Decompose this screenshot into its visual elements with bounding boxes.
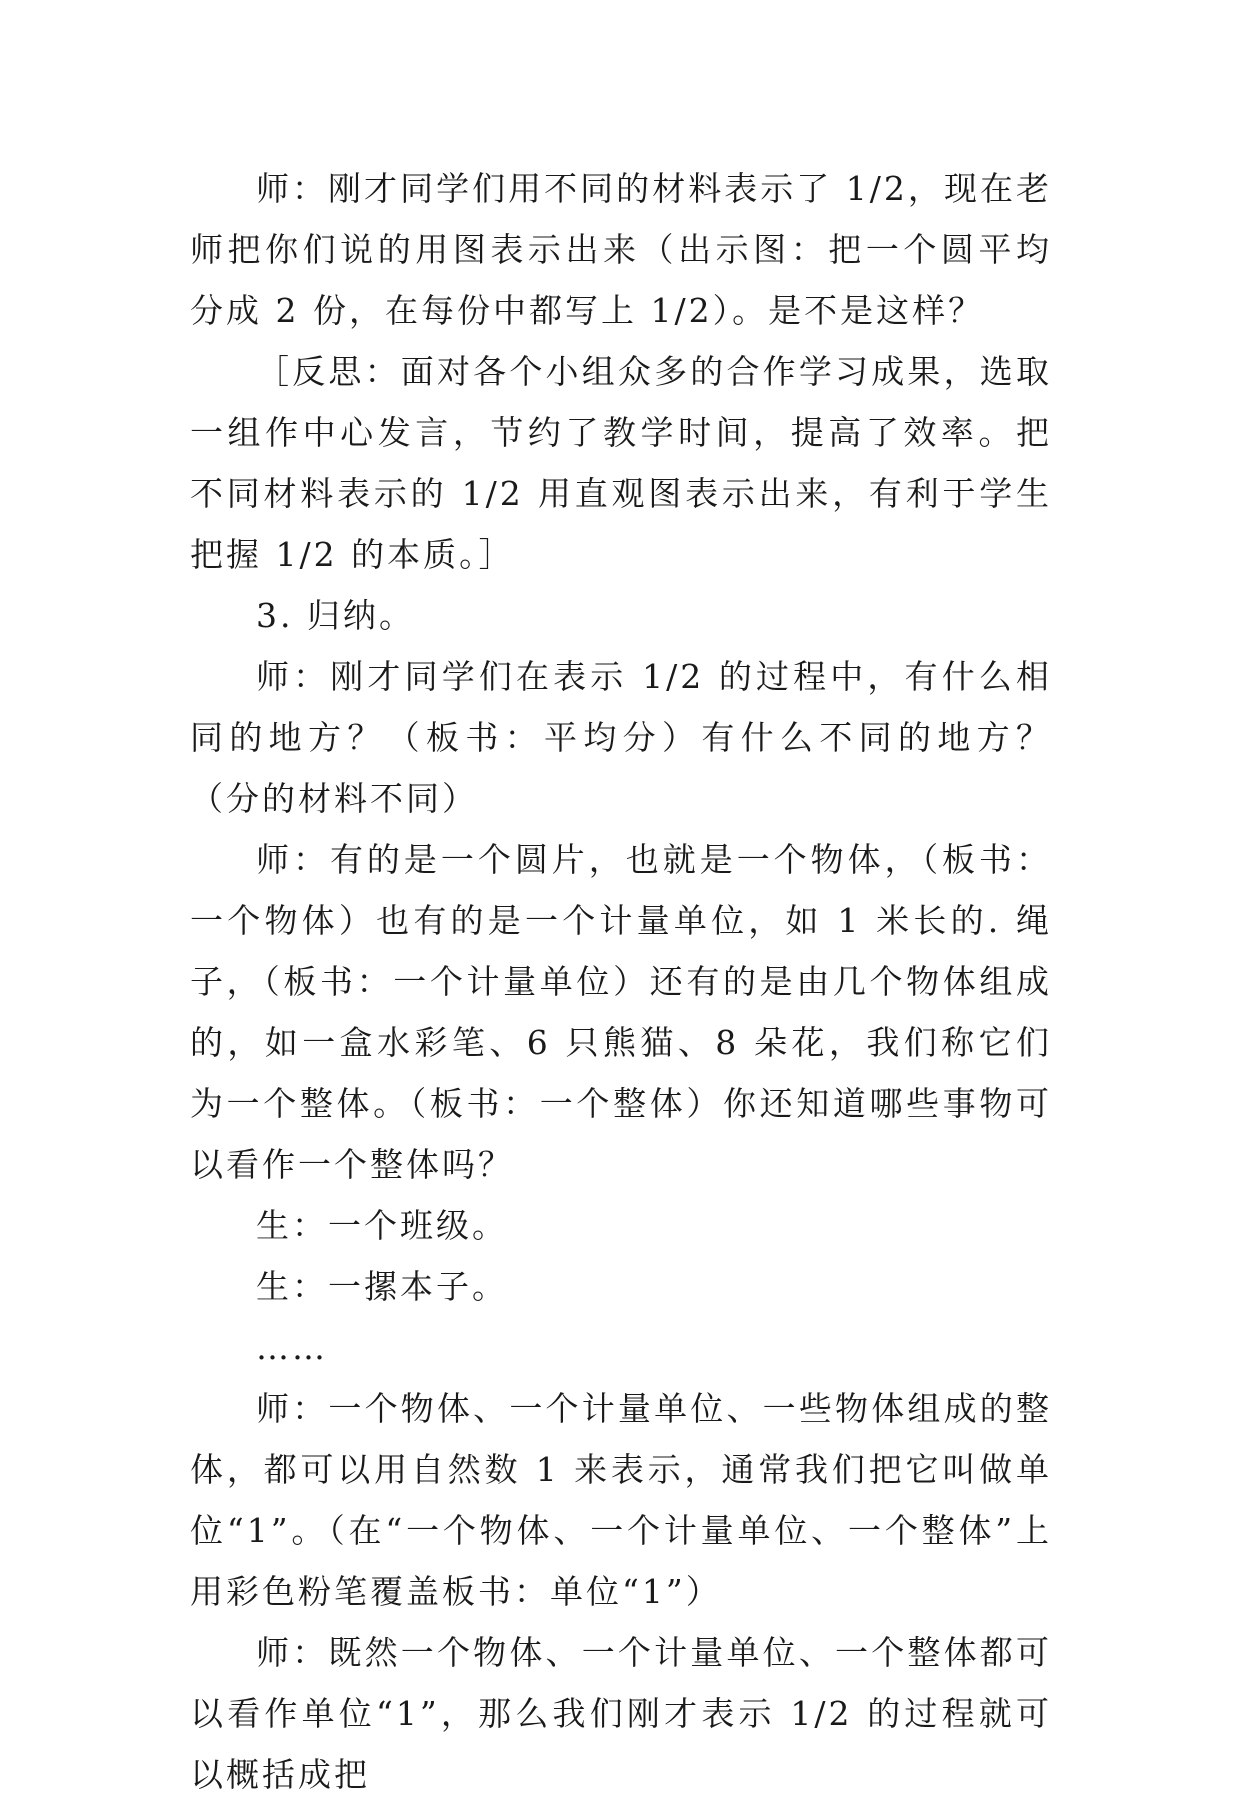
paragraph-summary-heading: 3. 归纳。 [256, 596, 415, 635]
paragraph-student-books: 生：一摞本子。 [256, 1267, 508, 1306]
paragraph-student-class: 生：一个班级。 [256, 1206, 508, 1245]
paragraph-teacher-unit-one: 师：一个物体、一个计量单位、一些物体组成的整体，都可以用自然数 1 来表示，通常我们把它叫做单位“1”。（在“一个物体、一个计量单位、一个整体”上用彩色粉笔覆盖板书：单位“1”） [190, 1389, 1052, 1611]
paragraph-teacher-whole: 师：有的是一个圆片，也就是一个物体，（板书：一个物体）也有的是一个计量单位，如 1 米长的. 绳子，（板书：一个计量单位）还有的是由几个物体组成的，如一盒水彩笔、6 只熊猫、8 朵花，我们称它们为一个整体。（板书：一个整体）你还知道哪些事物可以看作一个整体吗？ [190, 840, 1052, 1184]
paragraph-ellipsis: …… [256, 1328, 328, 1367]
paragraph-teacher-conclusion: 师：既然一个物体、一个计量单位、一个整体都可以看作单位“1”，那么我们刚才表示 1/2 的过程就可以概括成把 [190, 1633, 1052, 1794]
paragraph-teacher-same-different: 师：刚才同学们在表示 1/2 的过程中，有什么相同的地方？（板书：平均分）有什么不同的地方？（分的材料不同） [190, 657, 1052, 818]
document-page [190, 158, 1052, 1805]
paragraph-reflection: ［反思：面对各个小组众多的合作学习成果，选取一组作中心发言，节约了教学时间，提高了效率。把不同材料表示的 1/2 用直观图表示出来，有利于学生把握 1/2 的本质。］ [190, 352, 1052, 574]
paragraph-teacher-diagram: 师：刚才同学们用不同的材料表示了 1/2，现在老师把你们说的用图表示出来（出示图：把一个圆平均分成 2 份，在每份中都写上 1/2）。是不是这样？ [190, 169, 1052, 330]
